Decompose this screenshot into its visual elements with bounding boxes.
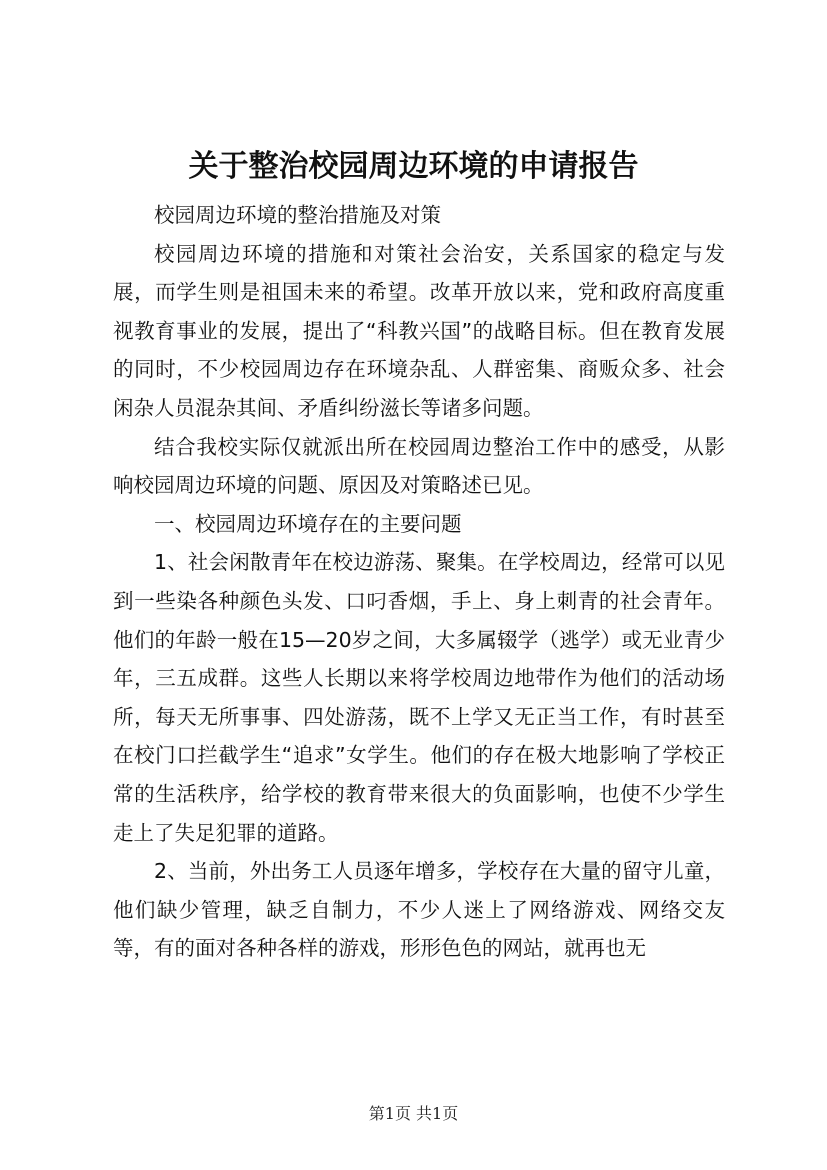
paragraph-issue-1: 1、社会闲散青年在校边游荡、聚集。在学校周边，经常可以见到一些染各种颜色头发、口叼香烟，手上、身上刺青的社会青年。他们的年龄一般在15—20岁之间，大多属辍学（逃学）或无业青少年，三五成群。这些人长期以来将学校周边地带作为他们的活动场所，每天无所事事、四处游荡，既不上学又无正当工作，有时甚至在校门口拦截学生“追求”女学生。他们的存在极大地影响了学校正常的生活秩序，给学校的教育带来很大的负面影响，也使不少学生走上了失足犯罪的道路。 — [113, 550, 725, 845]
paragraph-issue-2: 2、当前，外出务工人员逐年增多，学校存在大量的留守儿童，他们缺少管理，缺乏自制力，不少人迷上了网络游戏、网络交友等，有的面对各种各样的游戏，形形色色的网站，就再也无 — [113, 859, 725, 961]
section-heading: 一、校园周边环境存在的主要问题 — [154, 511, 462, 536]
document-title: 关于整治校园周边环境的申请报告 — [188, 149, 639, 184]
paragraph-context: 结合我校实际仅就派出所在校园周边整治工作中的感受，从影响校园周边环境的问题、原因及对策略述已见。 — [113, 434, 725, 498]
page-number-footer: 第1页 共1页 — [368, 1104, 459, 1123]
paragraph-intro: 校园周边环境的措施和对策社会治安，关系国家的稳定与发展，而学生则是祖国未来的希望。改革开放以来，党和政府高度重视教育事业的发展，提出了“科教兴国”的战略目标。但在教育发展的同时，不少校园周边存在环境杂乱、人群密集、商贩众多、社会闲杂人员混杂其间、矛盾纠纷滋长等诸多问题。 — [113, 241, 725, 420]
document-body — [113, 196, 725, 968]
paragraph-subtitle: 校园周边环境的整治措施及对策 — [154, 203, 441, 227]
